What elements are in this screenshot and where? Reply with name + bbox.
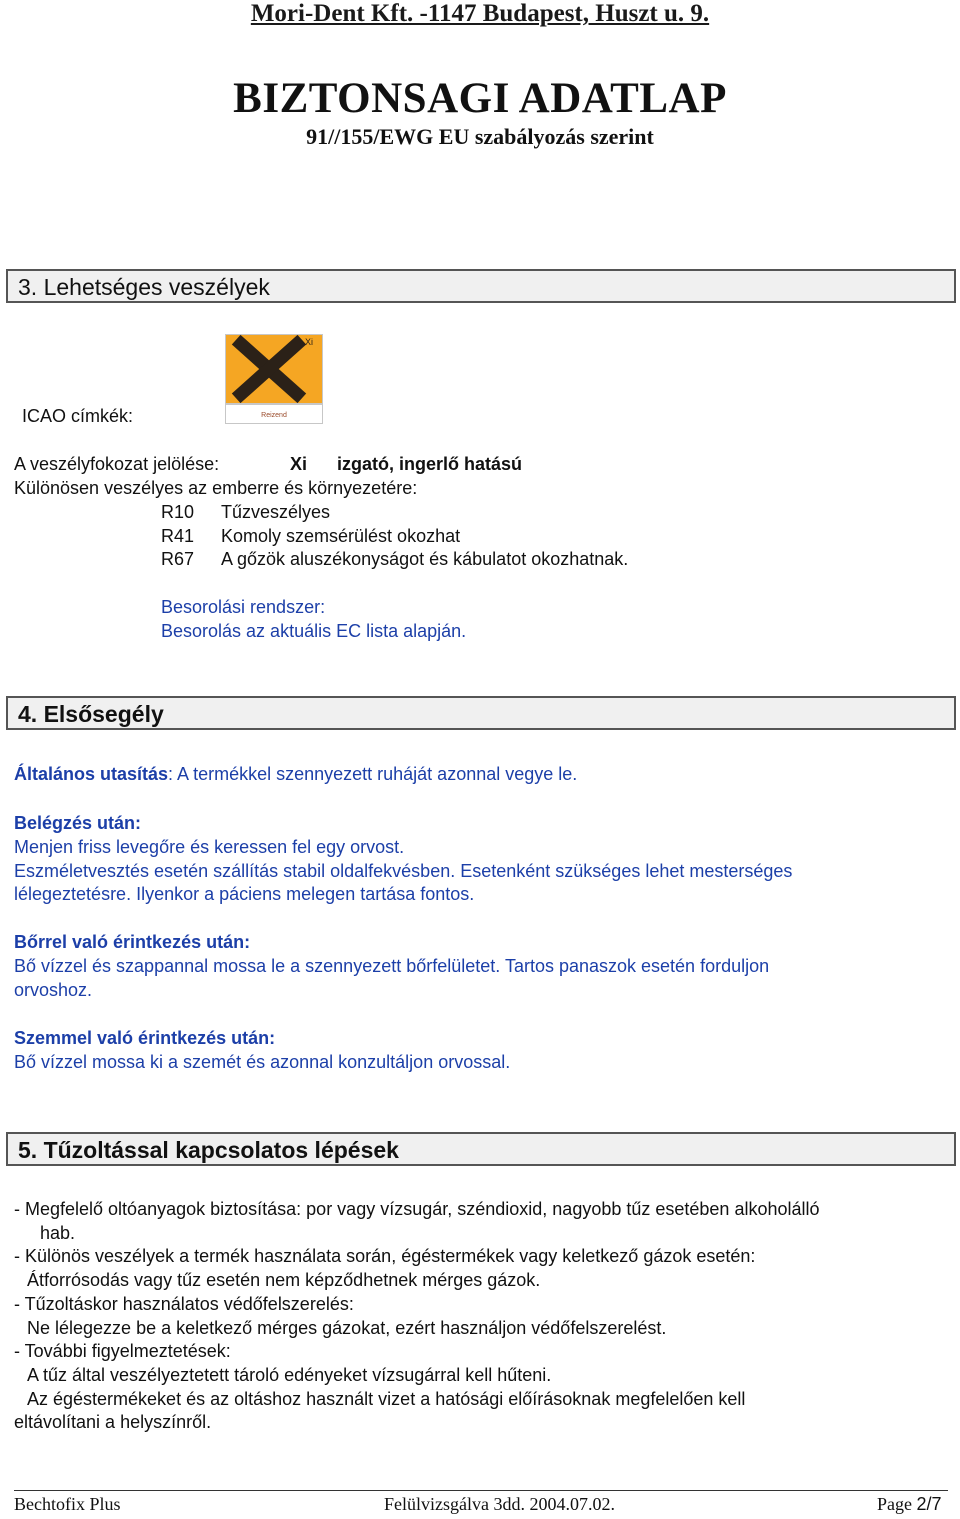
special-danger-text: Különösen veszélyes az emberre és környezetére: (14, 478, 418, 498)
firefighting-line: A tűz által veszélyeztetett tároló edényeket vízsugárral kell hűteni. (27, 1365, 552, 1385)
document-subtitle: 91//155/EWG EU szabályozás szerint (306, 124, 654, 149)
hazard-corner-text: Xi (305, 337, 314, 347)
firefighting-line: Ne lélegezze be a keletkező mérges gázokat, ezért használjon védőfelszerelést. (27, 1318, 667, 1338)
eye-contact-label: Szemmel való érintkezés után: (14, 1028, 276, 1048)
footer-divider (14, 1490, 948, 1491)
r-phrase-text: A gőzök aluszékonyságot és kábulatot okozhatnak. (221, 549, 629, 569)
r-phrase-code: R67 (161, 549, 195, 569)
footer-page-prefix: Page (877, 1494, 917, 1514)
hazard-description: izgató, ingerlő hatású (337, 454, 523, 474)
section-4-title: 4. Elsősegély (18, 701, 164, 727)
inhalation-line: Eszméletvesztés esetén szállítás stabil oldalfekvésben. Esetenként szükséges lehet mesterséges (14, 861, 793, 881)
firefighting-line: - Különös veszélyek a termék használata során, égéstermékek vagy keletkező gázok esetén: (14, 1246, 756, 1266)
r-phrase-code: R10 (161, 502, 195, 522)
xi-irritant-icon (225, 334, 323, 424)
firefighting-line: - További figyelmeztetések: (14, 1341, 231, 1361)
firefighting-line: hab. (40, 1223, 76, 1243)
general-instruction-label: Általános utasítás (14, 764, 169, 784)
inhalation-line: Menjen friss levegőre és keressen fel egy orvost. (14, 837, 405, 857)
hazard-caption: Reizend (261, 412, 287, 419)
r-phrase-text: Tűzveszélyes (221, 502, 331, 522)
inhalation-label: Belégzés után: (14, 813, 142, 833)
hazard-code: Xi (290, 454, 308, 474)
section-5-title: 5. Tűzoltással kapcsolatos lépések (18, 1137, 399, 1163)
firefighting-line: - Megfelelő oltóanyagok biztosítása: por vagy vízsugár, széndioxid, nagyobb tűz esetében alkoholálló (14, 1199, 820, 1219)
firefighting-line: - Tűzoltáskor használatos védőfelszerelés: (14, 1294, 354, 1314)
section-3-header (6, 269, 956, 303)
footer-page (877, 1494, 942, 1515)
section-4-header (6, 696, 956, 730)
r-phrase-text: Komoly szemsérülést okozhat (221, 526, 461, 546)
firefighting-line: eltávolítani a helyszínről. (14, 1412, 212, 1432)
footer-product: Bechtofix Plus (14, 1494, 121, 1514)
skin-contact-line: orvoshoz. (14, 980, 93, 1000)
general-instruction-text: : A termékkel szennyezett ruháját azonnal vegye le. (168, 764, 578, 784)
firefighting-line: Átforrósodás vagy tűz esetén nem képződhetnek mérges gázok. (27, 1270, 541, 1290)
icao-label: ICAO címkék: (22, 406, 134, 426)
general-instruction (14, 764, 577, 785)
skin-contact-label: Bőrrel való érintkezés után: (14, 932, 251, 952)
classification-label: Besorolási rendszer: (161, 597, 326, 617)
r-phrase-code: R41 (161, 526, 195, 546)
classification-text: Besorolás az aktuális EC lista alapján. (161, 621, 467, 641)
footer-revision: Felülvizsgálva 3dd. 2004.07.02. (384, 1494, 615, 1514)
hazard-label: A veszélyfokozat jelölése: (14, 454, 220, 474)
section-3-title: 3. Lehetséges veszélyek (18, 274, 270, 300)
skin-contact-line: Bő vízzel és szappannal mossa le a szennyezett bőrfelületet. Tartos panaszok esetén forduljon (14, 956, 770, 976)
firefighting-line: Az égéstermékeket és az oltáshoz használt vizet a hatósági előírásoknak megfelelően kell (27, 1389, 746, 1409)
company-header: Mori-Dent Kft. -1147 Budapest, Huszt u. 9. (250, 0, 710, 27)
section-5-header (6, 1132, 956, 1166)
footer-page-number: 2/7 (916, 1494, 942, 1514)
document-title: BIZTONSAGI ADATLAP (233, 75, 727, 122)
eye-contact-text: Bő vízzel mossa ki a szemét és azonnal konzultáljon orvossal. (14, 1052, 511, 1072)
inhalation-line: lélegeztetésre. Ilyenkor a páciens melegen tartása fontos. (14, 884, 475, 904)
